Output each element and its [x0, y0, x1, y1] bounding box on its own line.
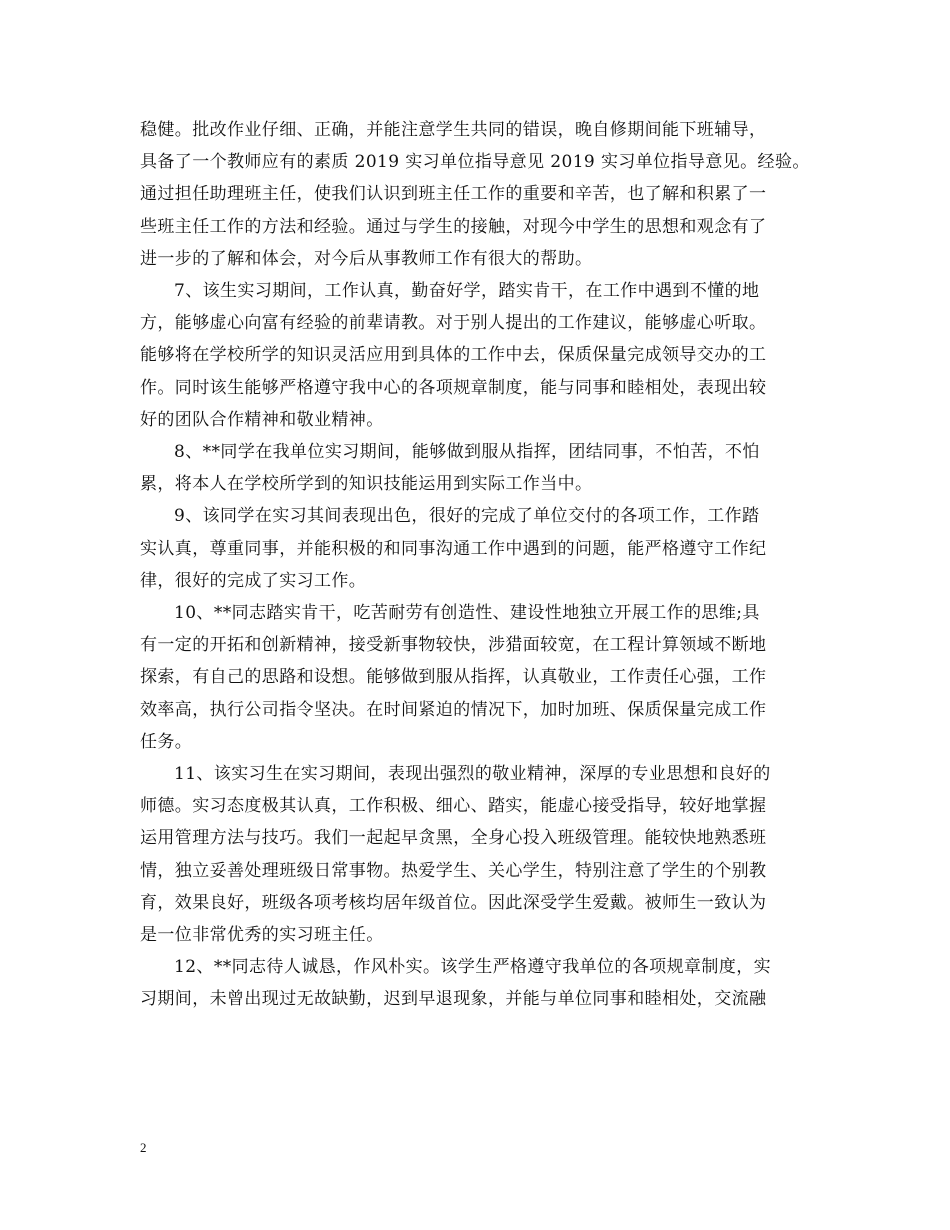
- text-line: 通过担任助理班主任，使我们认识到班主任工作的重要和辛苦，也了解和积累了一: [140, 184, 767, 205]
- text-line: 习期间，未曾出现过无故缺勤，迟到早退现象，并能与单位同事和睦相处，交流融: [140, 989, 767, 1010]
- text-line: 作。同时该生能够严格遵守我中心的各项规章制度，能与同事和睦相处，表现出较: [140, 377, 767, 398]
- text-line: 是一位非常优秀的实习班主任。: [140, 925, 384, 946]
- text-line: 10、**同志踏实肯干，吃苦耐劳有创造性、建设性地独立开展工作的思维;具: [174, 603, 760, 624]
- paragraph-item-8: [140, 436, 812, 500]
- text-line: 8、**同学在我单位实习期间，能够做到服从指挥，团结同事，不怕苦，不怕: [174, 442, 760, 463]
- text-line: 具备了一个教师应有的素质 2019 实习单位指导意见 2019 实习单位指导意见。经验。: [140, 152, 810, 173]
- text-line: 7、该生实习期间，工作认真，勤奋好学，踏实肯干，在工作中遇到不懂的地: [174, 281, 760, 302]
- paragraph-item-9: [140, 500, 812, 597]
- text-line: 稳健。批改作业仔细、正确，并能注意学生共同的错误，晚自修期间能下班辅导，: [140, 120, 767, 140]
- text-line: 11、该实习生在实习期间，表现出强烈的敬业精神，深厚的专业思想和良好的: [174, 764, 771, 785]
- text-line: 实认真，尊重同事，并能积极的和同事沟通工作中遇到的问题，能严格遵守工作纪: [140, 538, 767, 559]
- paragraph-continuation: [140, 114, 812, 275]
- text-line: 情，独立妥善处理班级日常事物。热爱学生、关心学生，特别注意了学生的个别教: [140, 860, 767, 881]
- text-line: 能够将在学校所学的知识灵活应用到具体的工作中去，保质保量完成领导交办的工: [140, 345, 767, 366]
- paragraph-item-10: [140, 597, 812, 758]
- text-line: 有一定的开拓和创新精神，接受新事物较快，涉猎面较宽，在工程计算领域不断地: [140, 635, 767, 656]
- text-line: 9、该同学在实习其间表现出色，很好的完成了单位交付的各项工作，工作踏: [174, 506, 760, 527]
- text-line: 进一步的了解和体会，对今后从事教师工作有很大的帮助。: [140, 248, 593, 269]
- text-line: 好的团队合作精神和敬业精神。: [140, 409, 384, 430]
- text-line: 运用管理方法与技巧。我们一起起早贪黑，全身心投入班级管理。能较快地熟悉班: [140, 828, 767, 849]
- document-body: [140, 114, 812, 1016]
- text-line: 律，很好的完成了实习工作。: [140, 570, 367, 591]
- paragraph-item-12: [140, 951, 812, 1015]
- text-line: 12、**同志待人诚恳，作风朴实。该学生严格遵守我单位的各项规章制度，实: [174, 957, 772, 978]
- text-line: 累，将本人在学校所学到的知识技能运用到实际工作当中。: [140, 474, 593, 495]
- text-line: 效率高，执行公司指令坚决。在时间紧迫的情况下，加时加班、保质保量完成工作: [140, 699, 767, 720]
- text-line: 师德。实习态度极其认真，工作积极、细心、踏实，能虚心接受指导，较好地掌握: [140, 796, 767, 817]
- text-line: 任务。: [140, 731, 193, 752]
- page-number: 2: [140, 1140, 147, 1155]
- paragraph-item-11: [140, 758, 812, 951]
- text-line: 育，效果良好，班级各项考核均居年级首位。因此深受学生爱戴。被师生一致认为: [140, 892, 767, 913]
- text-line: 些班主任工作的方法和经验。通过与学生的接触，对现今中学生的思想和观念有了: [140, 216, 767, 237]
- text-line: 方，能够虚心向富有经验的前辈请教。对于别人提出的工作建议，能够虚心听取。: [140, 313, 767, 334]
- paragraph-item-7: [140, 275, 812, 436]
- text-line: 探索，有自己的思路和设想。能够做到服从指挥，认真敬业，工作责任心强，工作: [140, 667, 767, 688]
